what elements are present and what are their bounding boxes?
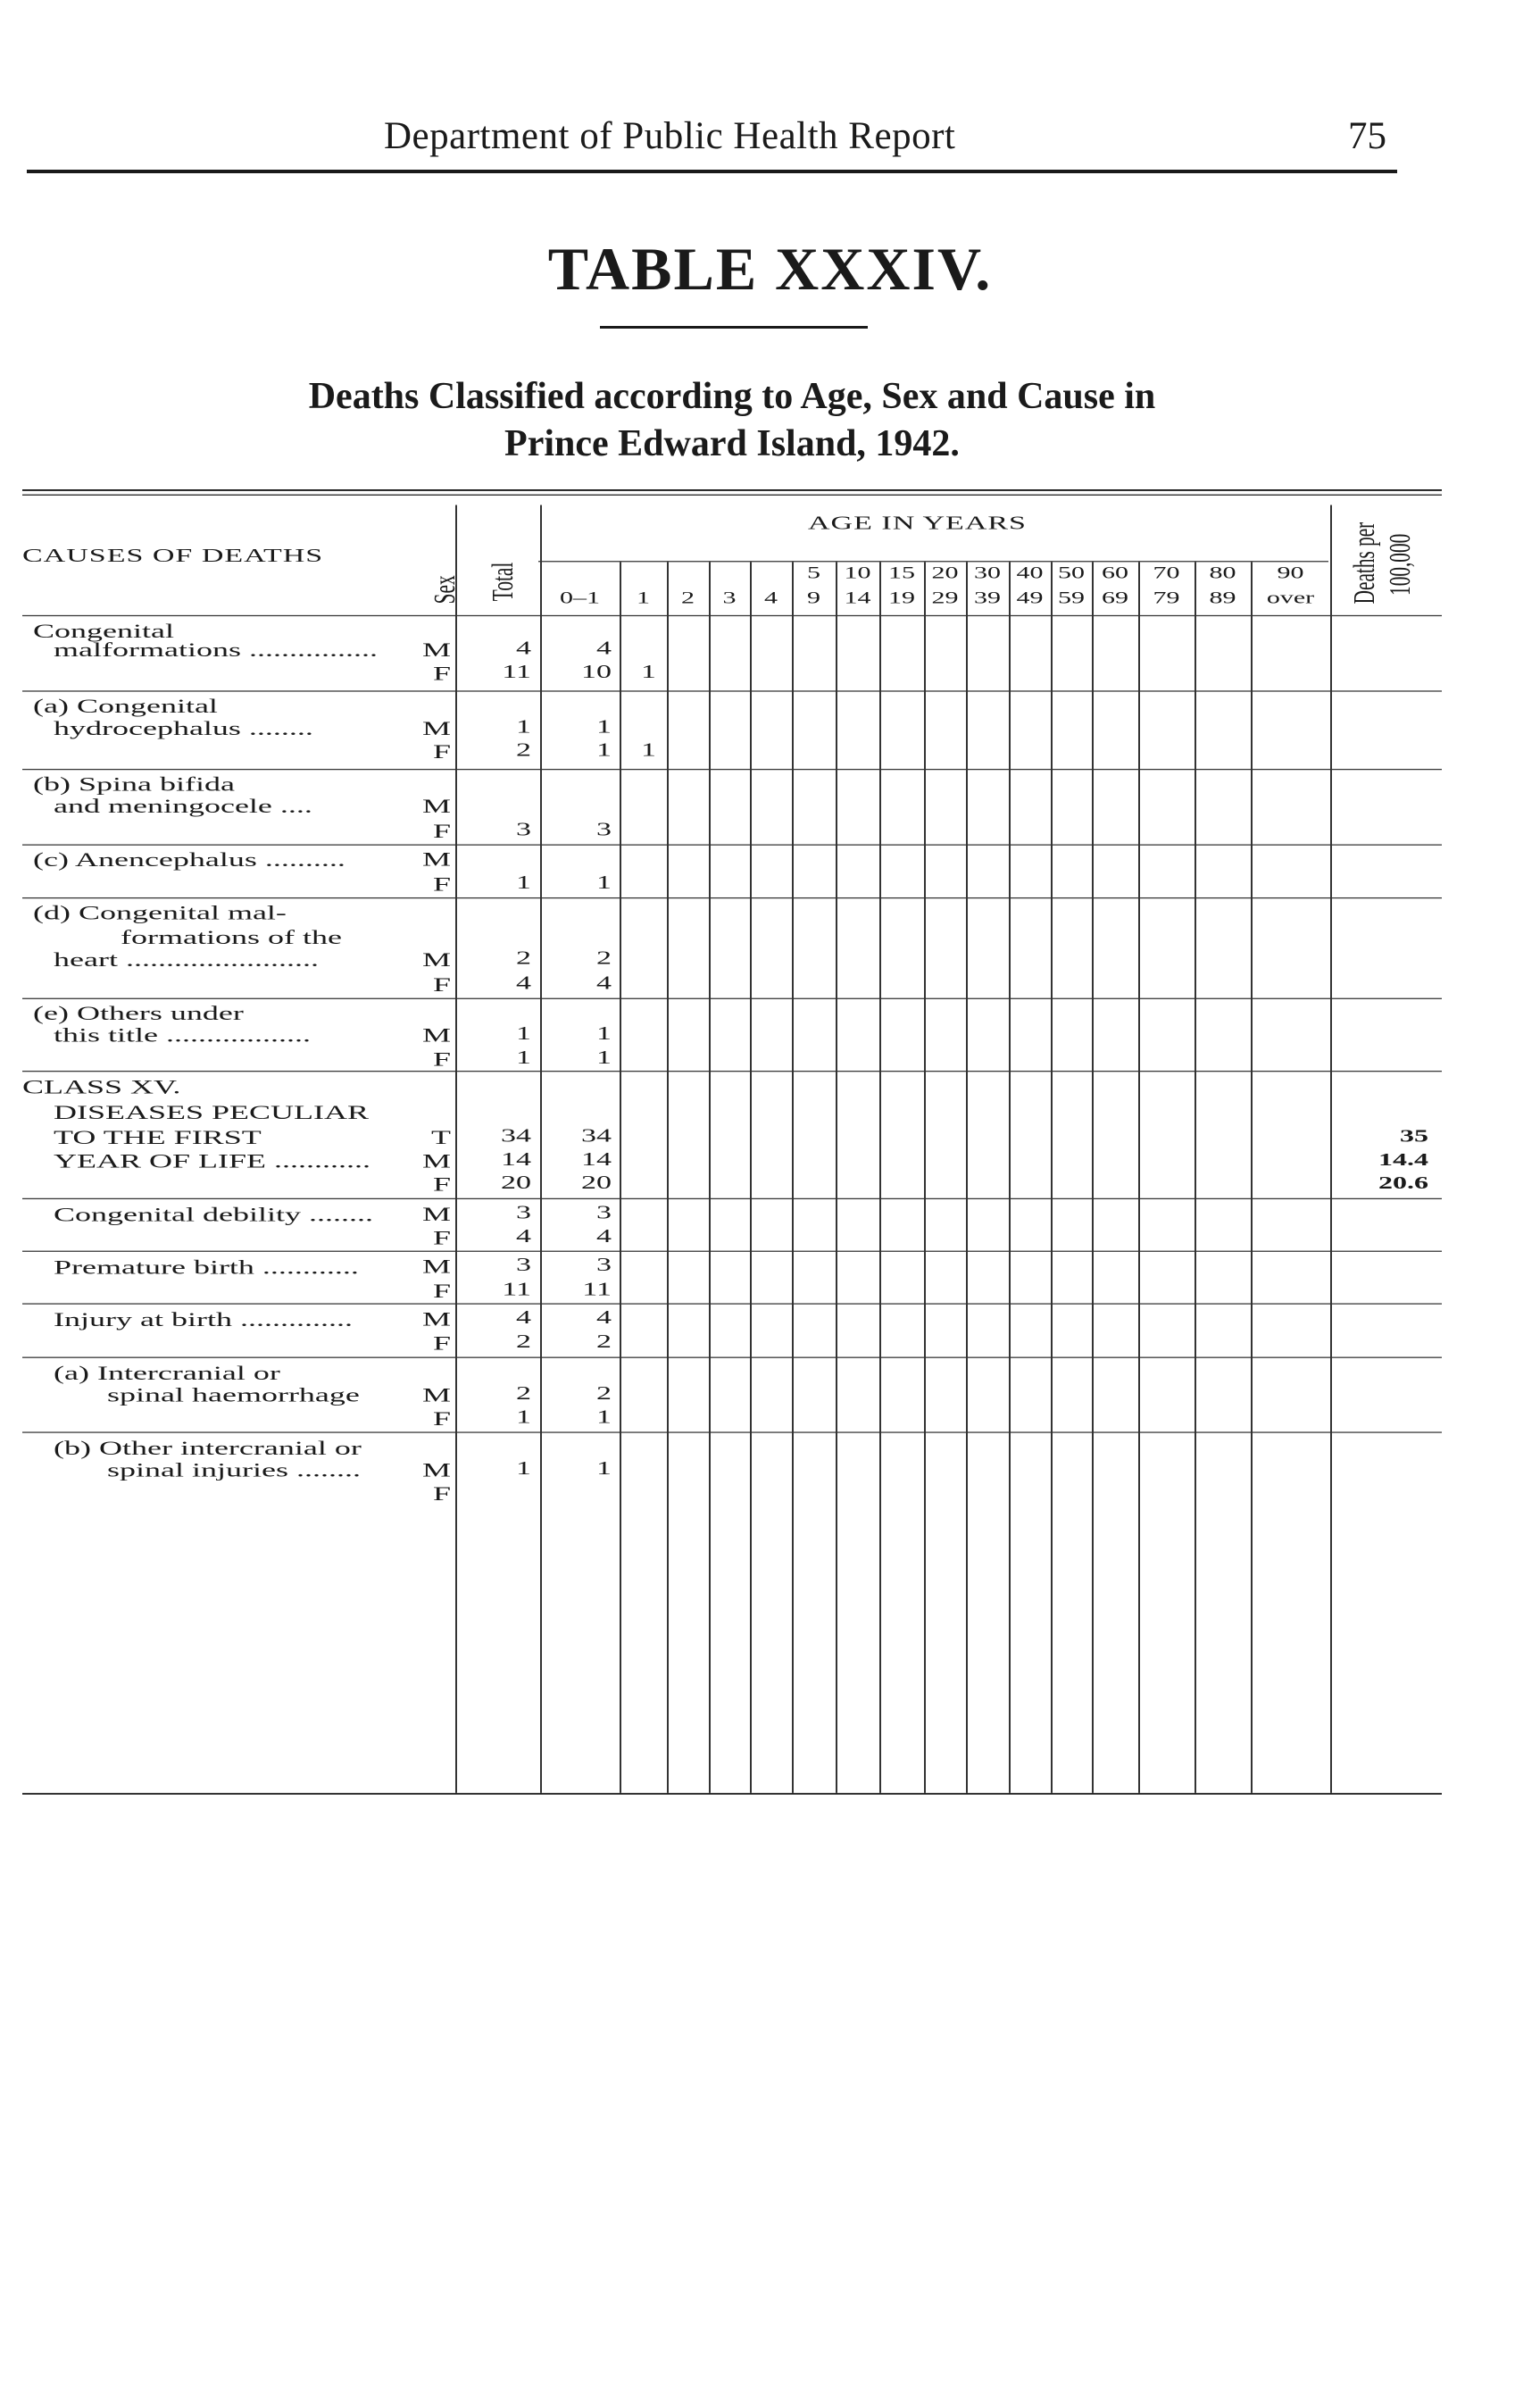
- age-1-cell: 1: [641, 739, 656, 761]
- age-col-bottom-8: 29: [931, 588, 959, 608]
- age-rate-divider: [1330, 505, 1332, 1793]
- age-col-top-7: 15: [888, 563, 915, 582]
- age-0-1-cell: 4: [596, 1226, 612, 1247]
- age-col-bottom-7: 19: [888, 588, 915, 608]
- total-cell: 11: [502, 1279, 531, 1300]
- running-head-title: Department of Public Health Report: [384, 115, 956, 157]
- sex-cell: F: [432, 872, 451, 896]
- age-0-1-cell: 1: [596, 1022, 612, 1044]
- age-col-rule-2: [667, 562, 669, 1792]
- cause-label-cont: this title ..................: [54, 1023, 311, 1047]
- age-0-1-cell: 10: [581, 661, 612, 682]
- cause-label: Injury at birth ..............: [54, 1308, 353, 1331]
- cause-label: Congenital: [33, 619, 174, 642]
- age-0-1-cell: 20: [581, 1172, 612, 1194]
- age-col-bottom-15: over: [1266, 588, 1315, 608]
- sex-cell: M: [421, 638, 451, 662]
- age-col-top-6: 10: [844, 563, 871, 582]
- cause-label: (b) Other intercranial or: [54, 1437, 362, 1460]
- age-col-rule-11: [1051, 562, 1053, 1792]
- row-rule: [22, 1071, 1442, 1072]
- age-0-1-cell: 3: [596, 1202, 612, 1223]
- cause-label-cont: formations of the: [121, 925, 342, 948]
- running-head: [27, 114, 1397, 173]
- page-number: 75: [1348, 115, 1386, 157]
- cause-label: (a) Intercranial or: [54, 1362, 280, 1385]
- total-cell: 1: [516, 1047, 531, 1068]
- age-col-rule-7: [879, 562, 881, 1792]
- total-cell: 4: [516, 1226, 531, 1247]
- total-age-divider: [540, 505, 542, 1793]
- age-col-top-13: 70: [1153, 563, 1180, 582]
- age-group-header: AGE IN YEARS: [808, 513, 1027, 534]
- age-col-rule-10: [1009, 562, 1011, 1792]
- sex-cell: F: [432, 1047, 451, 1071]
- cause-label: (c) Anencephalus ..........: [33, 847, 345, 871]
- cause-label-cont: and meningocele ....: [54, 794, 312, 817]
- row-rule: [22, 897, 1442, 898]
- sex-cell: M: [421, 794, 451, 817]
- sex-cell: F: [432, 1406, 451, 1430]
- class-xv-line2: DISEASES PECULIAR: [54, 1100, 370, 1123]
- caption-line-1: Deaths Classified according to Age, Sex and Cause in: [308, 376, 1156, 417]
- age-col-bottom-0: 0–1: [560, 588, 600, 608]
- age-0-1-cell: 1: [596, 1047, 612, 1068]
- cause-label-cont: spinal haemorrhage: [107, 1383, 360, 1406]
- cause-label-cont: heart ........................: [54, 947, 319, 971]
- total-cell: 1: [516, 716, 531, 738]
- age-col-rule-13: [1138, 562, 1140, 1792]
- sex-cell: F: [432, 973, 451, 997]
- cause-label: Congenital debility ........: [54, 1203, 373, 1226]
- sex-cell: T: [431, 1126, 451, 1149]
- sex-cell: M: [421, 847, 451, 871]
- total-cell: 2: [516, 1331, 531, 1352]
- age-subheader-rule: [538, 561, 1328, 562]
- cause-label: (e) Others under: [33, 1002, 244, 1025]
- age-col-bottom-5: 9: [807, 588, 820, 608]
- age-col-rule-5: [792, 562, 794, 1792]
- rate-cell: 14.4: [1378, 1148, 1428, 1170]
- rate-cell: 20.6: [1378, 1172, 1428, 1193]
- age-0-1-cell: 3: [596, 819, 612, 840]
- age-0-1-cell: 4: [596, 1306, 612, 1328]
- age-col-bottom-1: 1: [637, 588, 650, 608]
- age-0-1-cell: 11: [582, 1279, 612, 1300]
- sex-cell: M: [421, 947, 451, 971]
- age-0-1-cell: 4: [596, 638, 612, 659]
- sex-cell: F: [432, 1226, 451, 1249]
- total-cell: 1: [516, 1022, 531, 1044]
- age-col-bottom-13: 79: [1153, 588, 1180, 608]
- age-0-1-cell: 1: [596, 716, 612, 738]
- age-0-1-cell: 1: [596, 872, 612, 893]
- age-0-1-cell: 1: [596, 1406, 612, 1428]
- row-rule: [22, 1198, 1442, 1199]
- age-0-1-cell: 1: [596, 739, 612, 761]
- age-col-bottom-3: 3: [722, 588, 737, 608]
- age-col-rule-15: [1251, 562, 1253, 1792]
- causes-header: CAUSES OF DEATHS: [22, 545, 324, 566]
- total-cell: 3: [516, 1254, 531, 1276]
- cause-label-cont: hydrocephalus ........: [54, 716, 313, 739]
- age-0-1-cell: 2: [596, 947, 612, 969]
- row-rule: [22, 769, 1442, 770]
- total-cell: 14: [501, 1148, 531, 1170]
- sex-cell: M: [421, 1458, 451, 1481]
- total-cell: 3: [516, 1202, 531, 1223]
- rate-cell: 35: [1400, 1125, 1428, 1146]
- table-caption: [0, 373, 1464, 468]
- sex-cell: F: [432, 819, 451, 843]
- total-header: Total: [487, 562, 520, 602]
- sex-cell: F: [432, 740, 451, 763]
- age-col-top-9: 30: [974, 563, 1001, 582]
- row-rule: [22, 845, 1442, 846]
- deaths-table: [22, 489, 1442, 1795]
- title-rule: [600, 326, 868, 329]
- age-col-top-15: 90: [1277, 563, 1304, 582]
- cause-label: (b) Spina bifida: [33, 772, 235, 796]
- row-rule: [22, 998, 1442, 999]
- age-col-bottom-6: 14: [844, 588, 871, 608]
- age-0-1-cell: 4: [596, 972, 612, 994]
- sex-cell: M: [421, 1023, 451, 1047]
- sex-cell: F: [432, 1481, 451, 1505]
- sex-cell: M: [421, 1202, 451, 1225]
- age-col-bottom-12: 69: [1102, 588, 1128, 608]
- age-col-bottom-2: 2: [681, 588, 695, 608]
- total-cell: 34: [501, 1125, 531, 1147]
- age-col-rule-3: [709, 562, 711, 1792]
- sex-header: Sex: [429, 575, 462, 605]
- total-cell: 1: [516, 872, 531, 893]
- table-top-rule: [22, 489, 1442, 491]
- age-col-rule-14: [1195, 562, 1196, 1792]
- total-cell: 4: [516, 1306, 531, 1328]
- total-cell: 4: [516, 638, 531, 659]
- row-rule: [22, 690, 1442, 691]
- rate-header-line2: 100,000: [1384, 533, 1417, 596]
- sex-cell: F: [432, 1331, 451, 1355]
- age-col-bottom-10: 49: [1016, 588, 1044, 608]
- row-rule: [22, 1251, 1442, 1252]
- row-rule: [22, 1303, 1442, 1304]
- caption-line-2: Prince Edward Island, 1942.: [504, 423, 960, 464]
- age-0-1-cell: 34: [581, 1125, 612, 1147]
- age-col-rule-12: [1092, 562, 1094, 1792]
- age-1-cell: 1: [641, 661, 656, 682]
- age-col-top-14: 80: [1209, 563, 1236, 582]
- sex-cell: F: [432, 662, 451, 685]
- age-col-bottom-4: 4: [764, 588, 778, 608]
- total-cell: 3: [516, 819, 531, 840]
- age-col-rule-4: [750, 562, 752, 1792]
- age-0-1-cell: 3: [596, 1254, 612, 1276]
- age-0-1-cell: 14: [581, 1148, 612, 1170]
- age-col-bottom-11: 59: [1058, 588, 1085, 608]
- age-0-1-cell: 2: [596, 1331, 612, 1352]
- table-top-rule-inner: [22, 495, 1442, 496]
- row-rule: [22, 1357, 1442, 1358]
- sex-cell: M: [421, 1383, 451, 1406]
- header-bottom-rule: [22, 615, 1442, 616]
- rate-header-line1: Deaths per: [1348, 521, 1381, 605]
- age-col-rule-6: [836, 562, 837, 1792]
- age-col-rule-9: [966, 562, 968, 1792]
- total-cell: 20: [501, 1172, 531, 1194]
- total-cell: 4: [516, 972, 531, 994]
- cause-label: Premature birth ............: [54, 1256, 359, 1279]
- total-cell: 2: [516, 739, 531, 761]
- sex-cell: F: [432, 1280, 451, 1303]
- total-cell: 2: [516, 1382, 531, 1405]
- cause-label-cont: malformations ................: [54, 638, 378, 662]
- age-0-1-cell: 2: [596, 1382, 612, 1405]
- age-0-1-cell: 1: [596, 1457, 612, 1480]
- age-col-top-5: 5: [807, 563, 820, 582]
- table-title: TABLE XXXIV.: [547, 235, 993, 303]
- age-col-top-8: 20: [931, 563, 959, 582]
- sex-total-divider: [455, 505, 457, 1793]
- total-cell: 11: [502, 661, 531, 682]
- total-cell: 1: [516, 1406, 531, 1428]
- age-col-rule-8: [924, 562, 926, 1792]
- sex-cell: M: [421, 1149, 451, 1172]
- table-bottom-rule: [22, 1793, 1442, 1795]
- cause-label: (d) Congenital mal-: [33, 901, 287, 924]
- sex-cell: M: [421, 1307, 451, 1331]
- age-col-bottom-9: 39: [974, 588, 1001, 608]
- class-xv-line1: CLASS XV.: [22, 1075, 181, 1098]
- row-rule: [22, 1431, 1442, 1432]
- age-col-bottom-14: 89: [1209, 588, 1236, 608]
- total-cell: 1: [516, 1457, 531, 1480]
- sex-cell: M: [421, 1255, 451, 1278]
- age-col-top-12: 60: [1102, 563, 1128, 582]
- sex-cell: F: [432, 1172, 451, 1196]
- class-xv-line3: TO THE FIRST: [54, 1126, 262, 1149]
- sex-cell: M: [421, 716, 451, 739]
- cause-label-cont: spinal injuries ........: [107, 1458, 361, 1481]
- cause-label: (a) Congenital: [33, 694, 218, 717]
- total-cell: 2: [516, 947, 531, 969]
- age-col-top-11: 50: [1058, 563, 1085, 582]
- class-xv-line4: YEAR OF LIFE ............: [54, 1149, 371, 1172]
- age-col-top-10: 40: [1016, 563, 1044, 582]
